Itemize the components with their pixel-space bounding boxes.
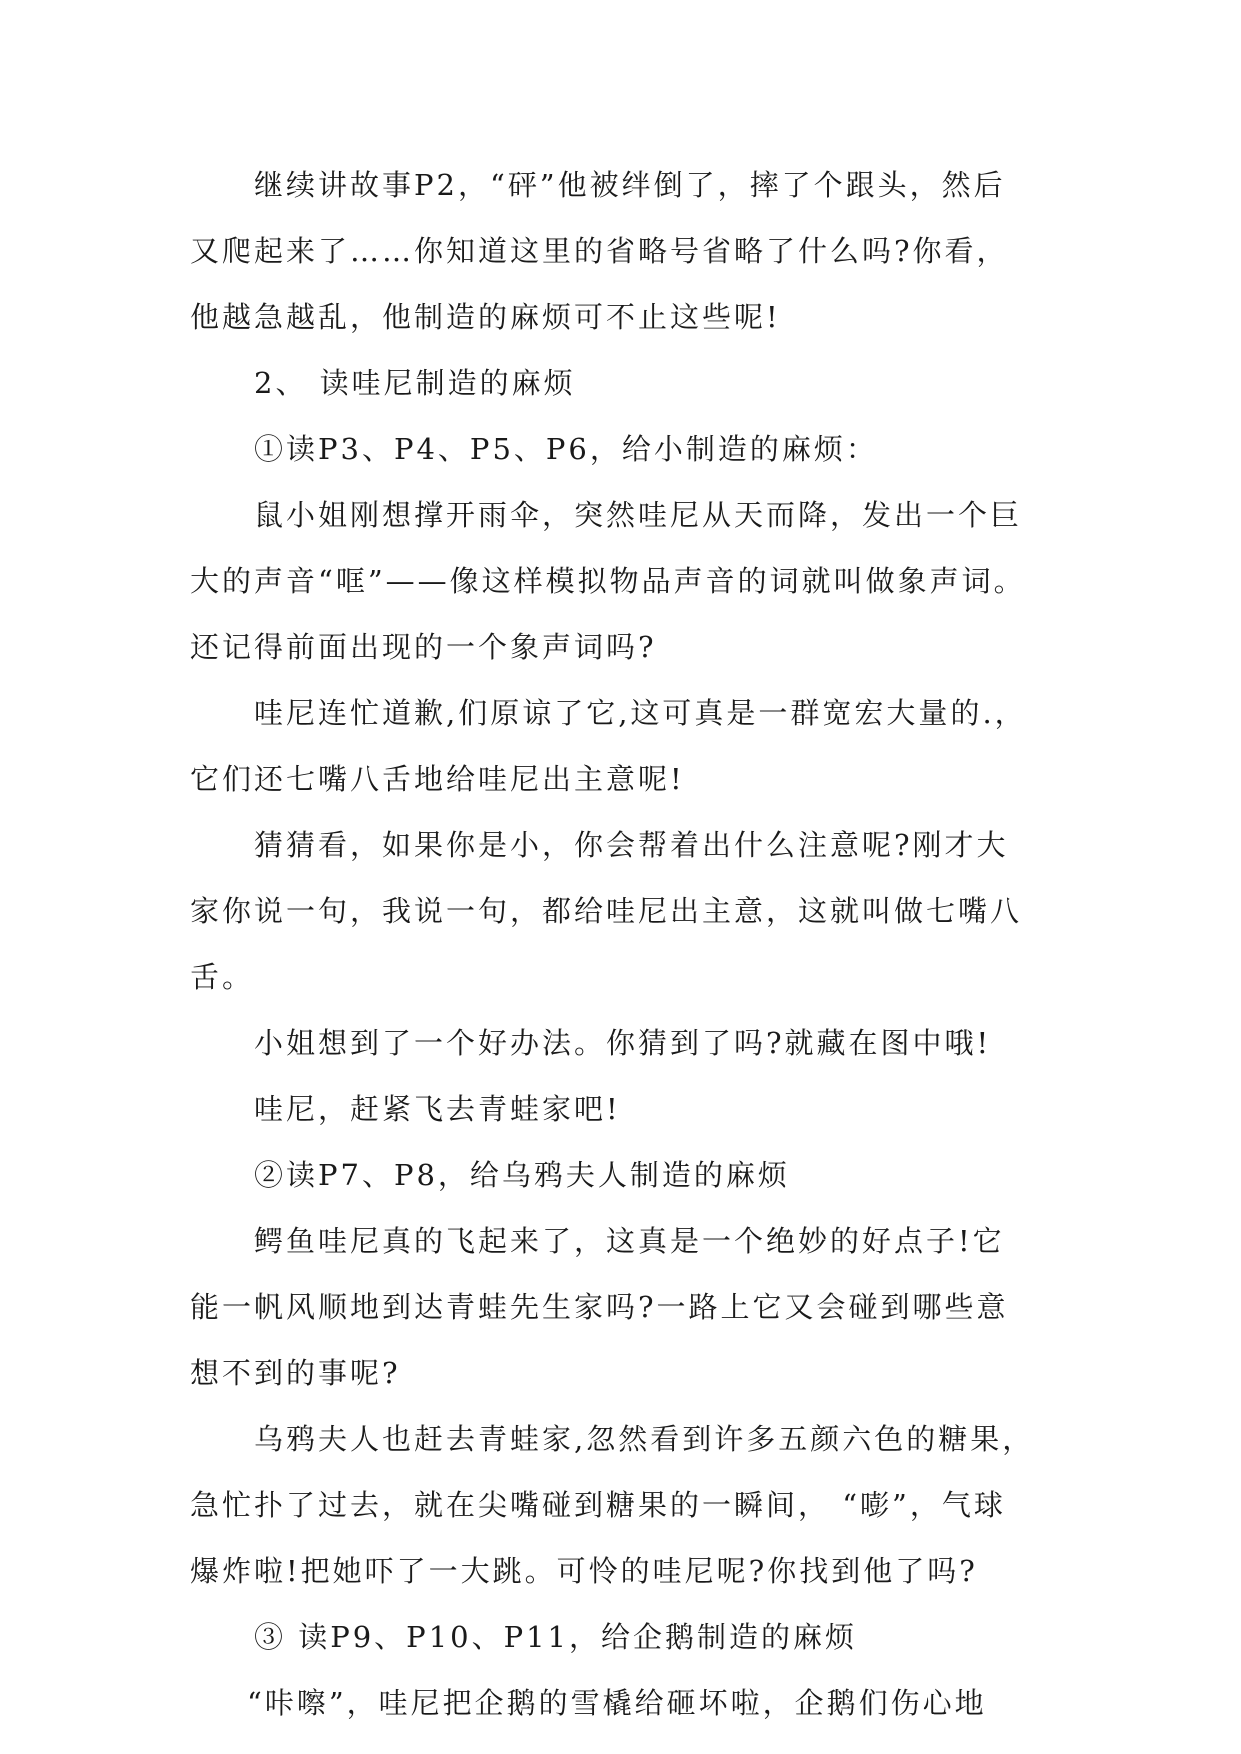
text-line: 哇尼连忙道歉,们原谅了它,这可真是一群宽宏大量的.，: [254, 696, 1027, 730]
text-line: 它们还七嘴八舌地给哇尼出主意呢!: [190, 762, 685, 796]
section-heading: 2、 读哇尼制造的麻烦: [254, 366, 576, 400]
subsection-heading: ②读P7、P8，给乌鸦夫人制造的麻烦: [254, 1158, 790, 1192]
text-line: 又爬起来了……你知道这里的省略号省略了什么吗?你看，: [190, 234, 1009, 268]
text-line: 鼠小姐刚想撑开雨伞，突然哇尼从天而降，发出一个巨: [254, 498, 1023, 532]
text-line: 还记得前面出现的一个象声词吗?: [190, 630, 657, 664]
text-line: 乌鸦夫人也赶去青蛙家,忽然看到许多五颜六色的糖果，: [254, 1422, 1035, 1456]
text-line: 继续讲故事P2，“砰”他被绊倒了，摔了个跟头，然后: [254, 168, 1006, 202]
text-line: 猜猜看，如果你是小，你会帮着出什么注意呢?刚才大: [254, 828, 1009, 862]
text-line: 急忙扑了过去，就在尖嘴碰到糖果的一瞬间， “嘭”，气球: [190, 1488, 1006, 1522]
text-line: 小姐想到了一个好办法。你猜到了吗?就藏在图中哦!: [254, 1026, 992, 1060]
text-line: 家你说一句，我说一句，都给哇尼出主意，这就叫做七嘴八: [190, 894, 1023, 928]
text-line: 哇尼，赶紧飞去青蛙家吧!: [254, 1092, 621, 1126]
document-body: [190, 152, 1070, 1736]
text-line: 大的声音“哐”——像这样模拟物品声音的词就叫做象声词。: [190, 564, 1026, 598]
text-line: 爆炸啦!把她吓了一大跳。可怜的哇尼呢?你找到他了吗?: [190, 1554, 978, 1588]
text-line: 鳄鱼哇尼真的飞起来了，这真是一个绝妙的好点子!它: [254, 1224, 1005, 1258]
text-line: 能一帆风顺地到达青蛙先生家吗?一路上它又会碰到哪些意: [190, 1290, 1009, 1324]
text-line: 舌。: [190, 960, 255, 994]
text-line: 想不到的事呢?: [190, 1356, 401, 1390]
text-line: 他越急越乱，他制造的麻烦可不止这些呢!: [190, 300, 781, 334]
subsection-heading: ①读P3、P4、P5、P6，给小制造的麻烦：: [254, 432, 878, 466]
subsection-heading: ③ 读P9、P10、P11，给企鹅制造的麻烦: [254, 1620, 858, 1654]
text-line: “咔嚓”，哇尼把企鹅的雪橇给砸坏啦，企鹅们伤心地: [247, 1686, 987, 1720]
